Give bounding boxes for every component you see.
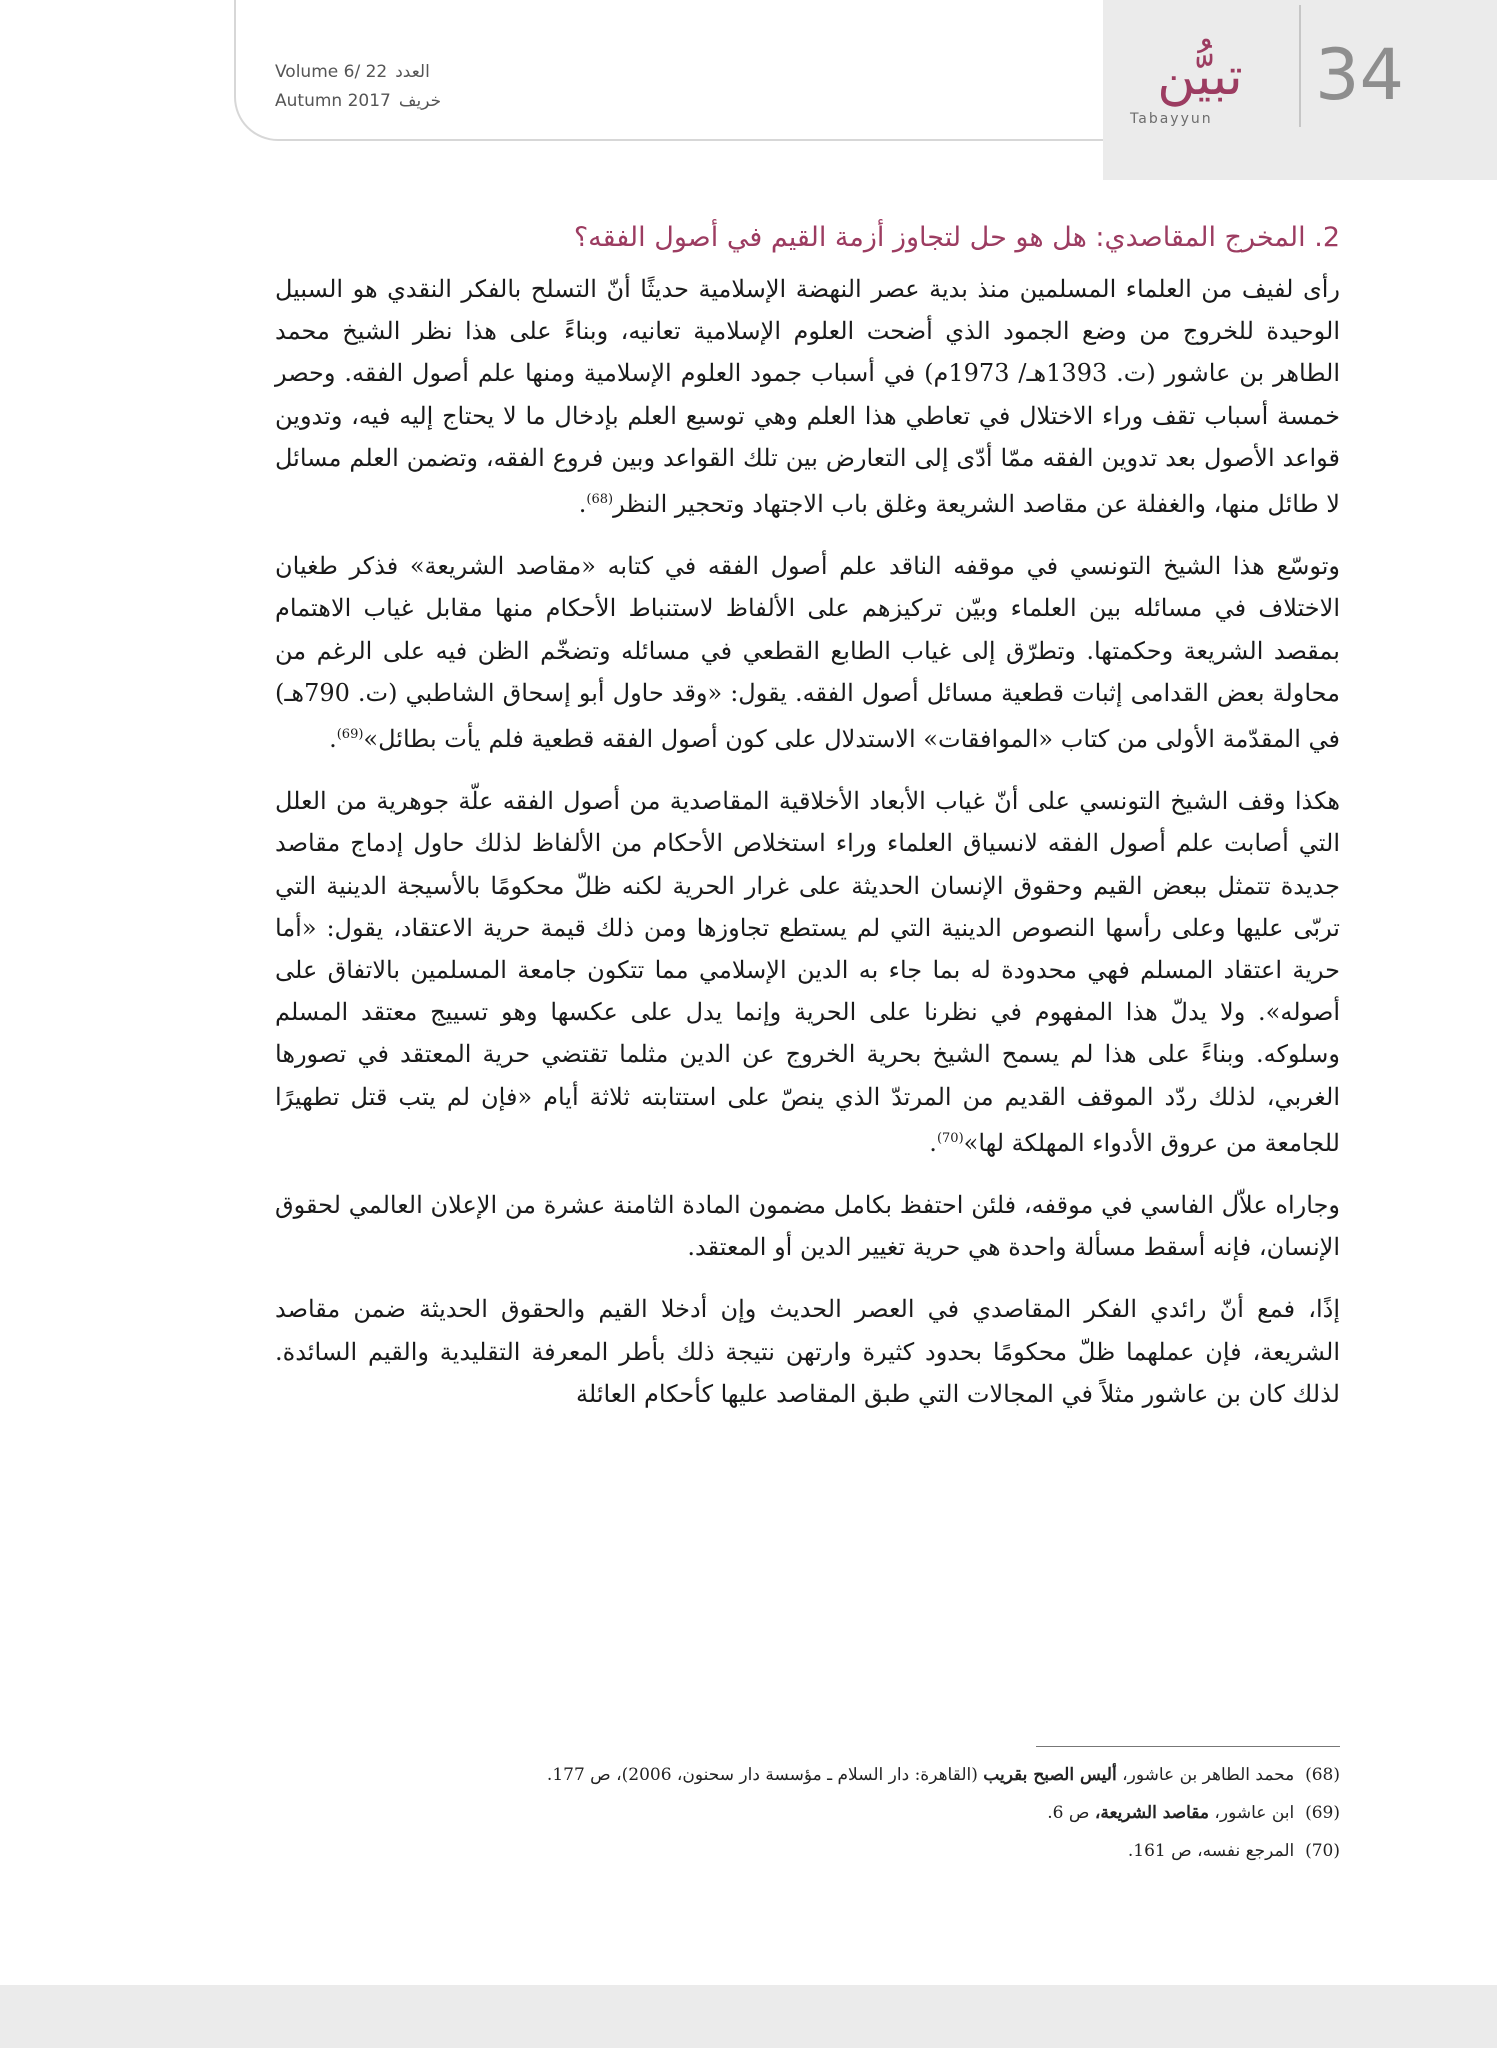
- footnote-text: المرجع نفسه، ص 161.: [1127, 1841, 1295, 1861]
- paragraph-1: رأى لفيف من العلماء المسلمين منذ بدية عصر النهضة الإسلامية حديثًا أنّ التسلح بالفكر النقدي هو السبيل الوحيدة للخروج من وضع الجمود الذي أضحت العلوم الإسلامية تعانيه، وبناءً على هذا نظر الشيخ محمد الطاهر بن عاشور (ت. 1393هـ/ 1973م) في أسباب جمود العلوم الإسلامية ومنها علم أصول الفقه. وحصر خمسة أسباب تقف وراء الاختلال في تعاطي هذا العلم وهي توسيع العلم بإدخال ما لا يحتاج إليه فيه، وتدوين قواعد الأصول بعد تدوين الفقه ممّا أدّى إلى التعارض بين تلك القواعد وبين فروع الفقه، وتضمن العلم مسائل لا طائل منها، والغفلة عن مقاصد الشريعة وغلق باب الاجتهاد وتحجير النظر$^{(68)}$.: [275, 275, 1340, 519]
- footnote-number: (70): [1305, 1841, 1340, 1861]
- header-divider: [1299, 5, 1301, 127]
- paragraph-5: [275, 1288, 1340, 1415]
- footnote-ref-69: (69): [336, 727, 364, 743]
- volume-latin: Volume 6/ 22: [275, 62, 388, 82]
- footnote-text: ص 6.: [1047, 1803, 1090, 1823]
- footnote-title: مقاصد الشريعة،: [1094, 1803, 1209, 1823]
- article-body: [275, 210, 1340, 1435]
- tabayyun-logo: [1120, 45, 1290, 135]
- bottom-band: [0, 1985, 1497, 2048]
- footnote-number: (68): [1305, 1765, 1340, 1785]
- section-heading: 2. المخرج المقاصدي: هل هو حل لتجاوز أزمة القيم في أصول الفقه؟: [573, 222, 1340, 253]
- footnote-ref-70: (70): [936, 1130, 964, 1146]
- paragraph-4-text: وجاراه علاّل الفاسي في موقفه، فلئن احتفظ بكامل مضمون المادة الثامنة عشرة من الإعلان العالمي لحقوق الإنسان، فإنه أسقط مسألة واحدة هي حرية تغيير الدين أو المعتقد.: [275, 1191, 1340, 1262]
- footnote-text: محمد الطاهر بن عاشور،: [1122, 1765, 1295, 1785]
- footnote-text: (القاهرة: دار السلام ـ مؤسسة دار سحنون، 2006)، ص 177.: [546, 1765, 978, 1785]
- volume-line: [275, 58, 475, 87]
- footnote-title: أليس الصبح بقريب: [983, 1765, 1117, 1785]
- volume-arabic: العدد: [395, 62, 430, 82]
- logo-arabic-wordmark: تبيُّن: [1157, 47, 1243, 107]
- paragraph-2-text: وتوسّع هذا الشيخ التونسي في موقفه الناقد علم أصول الفقه في كتابه «مقاصد الشريعة» فذكر طغيان الاختلاف في مسائله بين العلماء وبيّن تركيزهم على الألفاظ لاستنباط الأحكام منها مقابل غياب الاهتمام بمقصد الشريعة وحكمتها. وتطرّق إلى غياب الطابع القطعي في مسائله وتضخّم الظن فيه على الرغم من محاولة بعض القدامى إثبات قطعية مسائل أصول الفقه. يقول: «وقد حاول أبو إسحاق الشاطبي (ت. 790هـ) في المقدّمة الأولى من كتاب «الموافقات» الاستدلال على كون أصول الفقه قطعية فلم يأت بطائل»: [275, 552, 1341, 754]
- page-number: 34: [1315, 34, 1405, 116]
- paragraph-4: [275, 1184, 1340, 1268]
- footnote-70: [275, 1832, 1340, 1870]
- paragraph-3: هكذا وقف الشيخ التونسي على أنّ غياب الأبعاد الأخلاقية المقاصدية من أصول الفقه علّة جوهرية من العلل التي أصابت علم أصول الفقه لانسياق العلماء وراء استخلاص الأحكام من الألفاظ لذلك حاول إدماج مقاصد جديدة تتمثل ببعض القيم وحقوق الإنسان الحديثة على غرار الحرية لكنه ظلّ محكومًا بالأسيجة الدينية التي تربّى عليها وعلى رأسها النصوص الدينية التي لم يستطع تجاوزها ومن ذلك قيمة حرية الاعتقاد، يقول: «أما حرية اعتقاد المسلم فهي محدودة له بما جاء به الدين الإسلامي مما تتكون جامعة المسلمين بالاتفاق على أصوله». ولا يدلّ هذا المفهوم في نظرنا على الحرية وإنما يدل على عكسها وهو تسييج معتقد المسلم وسلوكه. وبناءً على هذا لم يسمح الشيخ بحرية الخروج عن الدين مثلما تقتضي حرية المعتقد في تصورها الغربي، لذلك ردّد الموقف القديم من المرتدّ الذي ينصّ على استتابته ثلاثة أيام «فإن لم يتب قتل تطهيرًا للجامعة من عروق الأدواء المهلكة لها»$^{(70)}$.: [275, 787, 1340, 1157]
- footnote-ref-68: (68): [586, 492, 614, 508]
- footnote-69: [275, 1794, 1340, 1832]
- footnote-separator: [1036, 1746, 1340, 1747]
- paragraph-3-text: هكذا وقف الشيخ التونسي على أنّ غياب الأبعاد الأخلاقية المقاصدية من أصول الفقه علّة جوهرية من العلل التي أصابت علم أصول الفقه لانسياق العلماء وراء استخلاص الأحكام من الألفاظ لذلك حاول إدماج مقاصد جديدة تتمثل ببعض القيم وحقوق الإنسان الحديثة على غرار الحرية لكنه ظلّ محكومًا بالأسيجة الدينية التي تربّى عليها وعلى رأسها النصوص الدينية التي لم يستطع تجاوزها ومن ذلك قيمة حرية الاعتقاد، يقول: «أما حرية اعتقاد المسلم فهي محدودة له بما جاء به الدين الإسلامي مما تتكون جامعة المسلمين بالاتفاق على أصوله». ولا يدلّ هذا المفهوم في نظرنا على الحرية وإنما يدل على عكسها وهو تسييج معتقد المسلم وسلوكه. وبناءً على هذا لم يسمح الشيخ بحرية الخروج عن الدين مثلما تقتضي حرية المعتقد في تصورها الغربي، لذلك ردّد الموقف القديم من المرتدّ الذي ينصّ على استتابته ثلاثة أيام «فإن لم يتب قتل تطهيرًا للجامعة من عروق الأدواء المهلكة لها»: [275, 787, 1340, 1157]
- footnotes: [275, 1756, 1340, 1870]
- paragraph-2: وتوسّع هذا الشيخ التونسي في موقفه الناقد علم أصول الفقه في كتابه «مقاصد الشريعة» فذكر طغيان الاختلاف في مسائله بين العلماء وبيّن تركيزهم على الألفاظ لاستنباط الأحكام منها مقابل غياب الاهتمام بمقصد الشريعة وحكمتها. وتطرّق إلى غياب الطابع القطعي في مسائله وتضخّم الظن فيه على الرغم من محاولة بعض القدامى إثبات قطعية مسائل أصول الفقه. يقول: «وقد حاول أبو إسحاق الشاطبي (ت. 790هـ) في المقدّمة الأولى من كتاب «الموافقات» الاستدلال على كون أصول الفقه قطعية فلم يأت بطائل»$^{(69)}$.: [275, 552, 1341, 754]
- footnote-number: (69): [1305, 1803, 1340, 1823]
- season-line: [275, 87, 475, 116]
- footnote-68: [275, 1756, 1340, 1794]
- footnote-text: ابن عاشور،: [1214, 1803, 1295, 1823]
- logo-latin-wordmark: Tabayyun: [1130, 111, 1213, 127]
- paragraph-5-text: إذًا، فمع أنّ رائدي الفكر المقاصدي في العصر الحديث وإن أدخلا القيم والحقوق الحديثة ضمن مقاصد الشريعة، فإن عملهما ظلّ محكومًا بحدود كثيرة وارتهن نتيجة ذلك بأطر المعرفة التقليدية والقيم السائدة. لذلك كان بن عاشور مثلاً في المجالات التي طبق المقاصد عليها كأحكام العائلة: [275, 1295, 1340, 1408]
- season-arabic: خريف: [398, 91, 442, 111]
- issue-info: [275, 58, 475, 116]
- season-latin: Autumn 2017: [275, 91, 391, 111]
- paragraph-1-text: رأى لفيف من العلماء المسلمين منذ بدية عصر النهضة الإسلامية حديثًا أنّ التسلح بالفكر النقدي هو السبيل الوحيدة للخروج من وضع الجمود الذي أضحت العلوم الإسلامية تعانيه، وبناءً على هذا نظر الشيخ محمد الطاهر بن عاشور (ت. 1393هـ/ 1973م) في أسباب جمود العلوم الإسلامية ومنها علم أصول الفقه. وحصر خمسة أسباب تقف وراء الاختلال في تعاطي هذا العلم وهي توسيع العلم بإدخال ما لا يحتاج إليه فيه، وتدوين قواعد الأصول بعد تدوين الفقه ممّا أدّى إلى التعارض بين تلك القواعد وبين فروع الفقه، وتضمن العلم مسائل لا طائل منها، والغفلة عن مقاصد الشريعة وغلق باب الاجتهاد وتحجير النظر: [275, 275, 1340, 519]
